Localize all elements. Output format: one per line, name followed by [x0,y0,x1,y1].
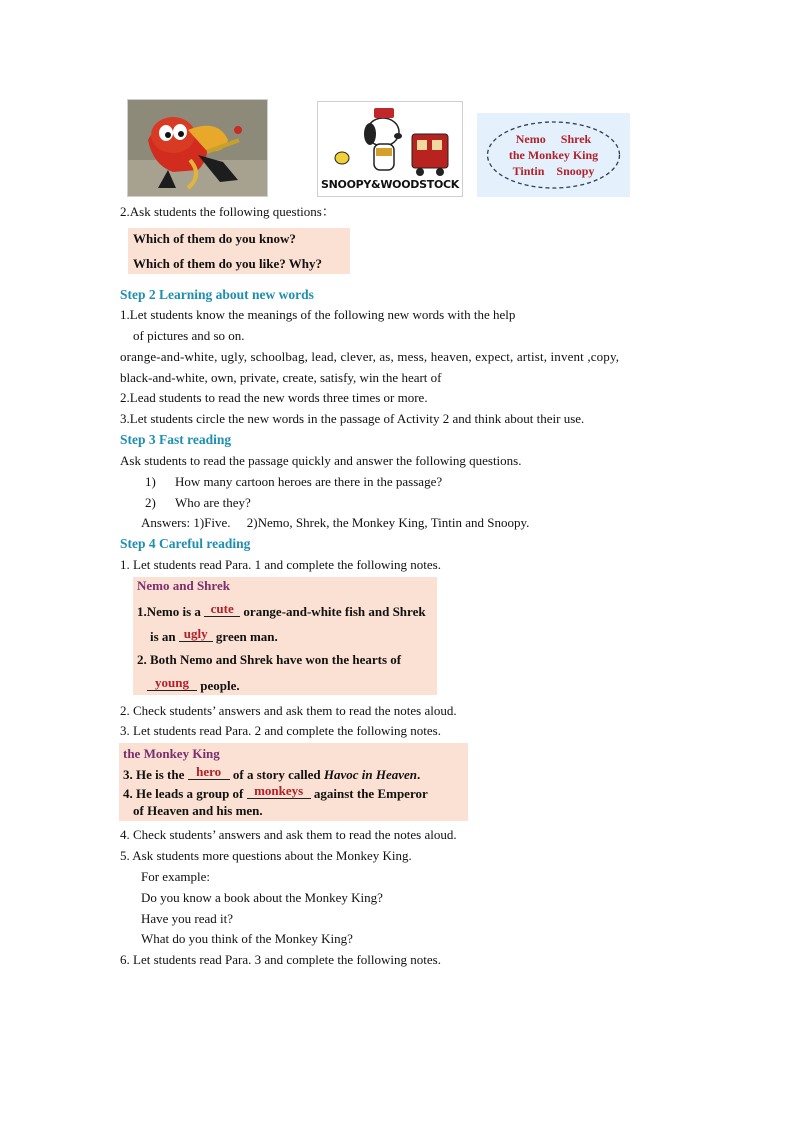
notes-heading-monkey-king: the Monkey King [123,746,220,761]
notes-line-5-pre: 3. He is the [123,767,188,782]
step3-q2: Who are they? [175,495,251,510]
q2-intro: 2.Ask students the following questions： [120,204,335,219]
step3-answers: Answers: 1)Five. 2)Nemo, Shrek, the Monkey King, Tintin and Snoopy. [141,515,530,530]
notes-line-2-post: green man. [212,629,278,644]
notes-line-2 [150,627,278,645]
step4-line5: 5. Ask students more questions about the Monkey King. [120,848,412,863]
step3-q1: How many cartoon heroes are there in the passage? [175,474,443,489]
notes-line-5 [123,765,420,783]
answer-ugly: ugly [179,627,213,642]
snoopy-picture [317,101,463,197]
q2-box [128,228,350,274]
name-shrek: Shrek [560,132,592,146]
step2-line2: 2.Lead students to read the new words three times or more. [120,390,428,405]
notes-line-1-pre: 1.Nemo is a [137,604,205,619]
notes-line-4-post: people. [197,678,240,693]
notes-line-4 [147,676,240,694]
step2-title: Step 2 Learning about new words [120,287,314,302]
snoopy-caption: SNOOPY&WOODSTOCK [321,178,459,191]
step3-intro: Ask students to read the passage quickly and answer the following questions. [120,453,522,468]
notes-line-6-post: against the Emperor [310,786,428,801]
step3-q1-number: 1) [145,474,156,489]
step2-line1: 1.Let students know the meanings of the following new words with the help [120,307,516,322]
answer-young: young [147,676,197,691]
step3-title: Step 3 Fast reading [120,432,232,447]
step4-line6: 6. Let students read Para. 3 and complete the following notes. [120,952,441,967]
notes-line-1 [137,602,426,620]
answer-hero: hero [188,765,230,780]
name-tintin: Tintin [512,164,545,178]
name-nemo: Nemo [515,132,546,146]
names-box [477,113,630,197]
notes-heading-nemo-shrek: Nemo and Shrek [137,578,230,593]
example-question-2: Have you read it? [141,911,234,926]
step4-line3: 3. Let students read Para. 2 and complete the following notes. [120,723,441,738]
notes-line-6-pre: 4. He leads a group of [123,786,247,801]
monkey-king-illustration [128,100,267,196]
step2-words2: black-and-white, own, private, create, satisfy, win the heart of [120,370,442,385]
step4-line2: 2. Check students’ answers and ask them to read the notes aloud. [120,703,457,718]
example-question-3: What do you think of the Monkey King? [141,931,353,946]
story-title: Havoc in Heaven [323,767,418,782]
name-monkey-king: the Monkey King [508,148,599,162]
notes-line-3: 2. Both Nemo and Shrek have won the hearts of [137,652,402,667]
step4-line4: 4. Check students’ answers and ask them to read the notes aloud. [120,827,457,842]
notes-box-monkey-king [119,743,468,821]
notes-line-6 [123,784,428,802]
q2-question-1: Which of them do you know? [133,231,296,246]
step3-q2-number: 2) [145,495,156,510]
notes-line-7: of Heaven and his men. [133,803,263,818]
step2-line3: 3.Let students circle the new words in the passage of Activity 2 and think about their use. [120,411,585,426]
monkey-king-picture [127,99,268,197]
q2-question-2: Which of them do you like? Why? [133,256,323,271]
notes-line-5-mid: of a story called [229,767,324,782]
notes-box-nemo-shrek [133,577,437,695]
example-label: For example: [141,869,210,884]
answer-monkeys: monkeys [247,784,311,799]
answer-cute: cute [204,602,240,617]
step2-words1: orange-and-white, ugly, schoolbag, lead, clever, as, mess, heaven, expect, artist, invent ,copy, [120,349,620,364]
step4-title: Step 4 Careful reading [120,536,251,551]
step4-line1: 1. Let students read Para. 1 and complete the following notes. [120,557,441,572]
step2-line1b: of pictures and so on. [133,328,245,343]
example-question-1: Do you know a book about the Monkey King? [141,890,383,905]
notes-line-1-post: orange-and-white fish and Shrek [240,604,426,619]
notes-line-5-end: . [417,767,421,782]
name-snoopy: Snoopy [556,164,595,178]
notes-line-2-pre: is an [150,629,176,644]
